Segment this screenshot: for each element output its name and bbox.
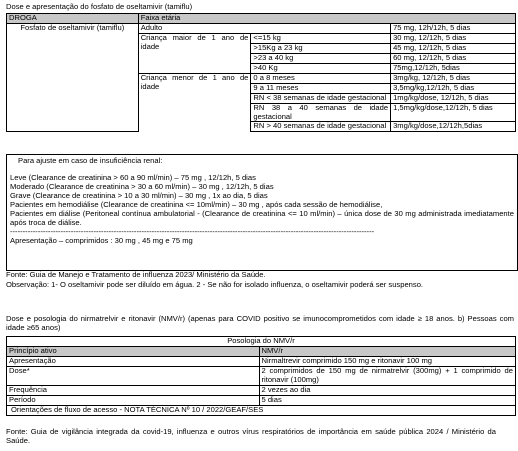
renal-intro: Para ajuste em caso de insuficiência renal: — [18, 156, 163, 165]
row-label: Princípio ativo — [7, 346, 260, 356]
renal-line: Grave (Clearance de creatinina > 10 a 30 ml/min) – 30 mg , 1x ao dia, 5 dias — [10, 190, 268, 200]
row-value: Nirmaltrevir comprimido 150 mg e ritonavir 100 mg — [259, 356, 516, 366]
dose-cell: 3mg/kg, 12/12h, 5 dias — [391, 73, 516, 83]
weight-cell: <=15 kg — [251, 33, 391, 43]
row-value: NMV/r — [259, 346, 516, 356]
section1-note: Observação: 1- O oseltamivir pode ser diluído em água. 2 - Se não for isolado influenza, o oseltamivir poderá ser suspenso. — [6, 280, 424, 289]
drug-name: Fosfato de oseltamivir (tamiflu) — [7, 23, 139, 131]
section1-title: Dose e apresentação do fosfato de oseltamivir (tamiflu) — [6, 2, 193, 11]
age-cell: RN < 38 semanas de idade gestacional — [251, 93, 391, 103]
row-label: Período — [7, 395, 260, 405]
section2-source: Fonte: Guia de vigilância integrada da covid-19, influenza e outros vírus respiratórios de importância em saúde pública 2024 / Ministério da Saúde. — [6, 427, 496, 445]
table-row — [7, 356, 516, 366]
table-row — [7, 405, 516, 415]
row-value: 2 comprimidos de 150 mg de nirmatrelvir (300mg) + 1 comprimido de ritonavir (100mg) — [259, 366, 516, 385]
age-cell: RN 38 a 40 semanas de idade gestacional — [251, 103, 391, 122]
row-label: Dose* — [7, 366, 260, 385]
dose-cell: 60 mg, 12/12h, 5 dias — [391, 53, 516, 63]
age-child-over-1: Criança maior de 1 ano de idade — [138, 33, 251, 73]
table-row — [7, 366, 516, 385]
dose-adult: 75 mg, 12h/12h, 5 dias — [391, 23, 516, 33]
header-age-range: Faixa etária — [138, 14, 515, 24]
row-label: Frequência — [7, 385, 260, 395]
renal-line: Pacientes em hemodiálise (Clearance de creatinina <= 10ml/min) – 30 mg , após cada sessão de hemodiálise, — [10, 199, 383, 209]
table-title-row — [7, 337, 516, 347]
row-value: 2 vezes ao dia — [259, 385, 516, 395]
section2-title: Dose e posologia do nirmatrelvir e ritonavir (NMV/r) (apenas para COVID positivo se imunocomprometidos com idade ≥ 18 anos. b) Pessoas com idade ≥65 anos) — [6, 314, 514, 332]
renal-line: Moderado (Clearance de creatinina > 30 a 60 ml/min) – 30 mg , 12/12h, 5 dias — [10, 181, 274, 191]
table-header-row — [7, 14, 516, 24]
header-drug: DROGA — [7, 14, 139, 24]
row-label: Apresentação — [7, 356, 260, 366]
guidance-note: Orientações de fluxo de acesso - NOTA TÉCNICA Nº 10 / 2022/GEAF/SES — [7, 405, 516, 415]
row-value: 5 dias — [259, 395, 516, 405]
oseltamivir-table — [6, 13, 516, 132]
weight-cell: >40 Kg — [251, 63, 391, 73]
dose-cell: 3mg/kg/dose,12/12h,5dias — [391, 122, 516, 132]
presentation-text: Apresentação – comprimidos : 30 mg , 45 mg e 75 mg — [10, 235, 193, 245]
dose-cell: 30 mg, 12/12h, 5 dias — [391, 33, 516, 43]
dose-cell: 1,5mg/kg/dose,12/12h, 5 dias — [391, 103, 516, 122]
nmvr-table — [6, 336, 516, 416]
age-child-under-1: Criança menor de 1 ano de idade — [138, 73, 251, 132]
age-adult: Adulto — [138, 23, 390, 33]
table-row — [7, 346, 516, 356]
dose-cell: 75mg,12/12h, 5dias — [391, 63, 516, 73]
table-row — [7, 395, 516, 405]
dose-cell: 3,5mg/kg,12/12h, 5 dias — [391, 83, 516, 93]
renal-adjustment-box — [6, 154, 518, 271]
table-row — [7, 23, 516, 33]
dose-cell: 45 mg, 12/12h, 5 dias — [391, 43, 516, 53]
weight-cell: >23 a 40 kg — [251, 53, 391, 63]
dose-cell: 1mg/kg/dose, 12/12h, 5 dias — [391, 93, 516, 103]
age-cell: 9 a 11 meses — [251, 83, 391, 93]
nmvr-table-title: Posologia do NMV/r — [7, 337, 516, 347]
renal-line: Leve (Clearance de creatinina > 60 a 90 ml/min) – 75 mg , 12/12h, 5 dias — [10, 172, 256, 182]
age-cell: 0 a 8 meses — [251, 73, 391, 83]
weight-cell: >15Kg a 23 kg — [251, 43, 391, 53]
dashed-divider: ------------------------------------------------------------------------------------------------------------------------------------------------ — [10, 227, 375, 236]
table-row — [7, 385, 516, 395]
age-cell: RN > 40 semanas de idade gestacional — [251, 122, 391, 132]
renal-line: Pacientes em diálise (Peritoneal contínua ambulatorial - (Clearance de creatinina <= 10 ml/min) – única dose de 30 mg administrada imediatamente após troca de diálise. — [10, 208, 514, 227]
section1-source: Fonte: Guia de Manejo e Tratamento de influenza 2023/ Ministério da Saúde. — [6, 270, 266, 279]
